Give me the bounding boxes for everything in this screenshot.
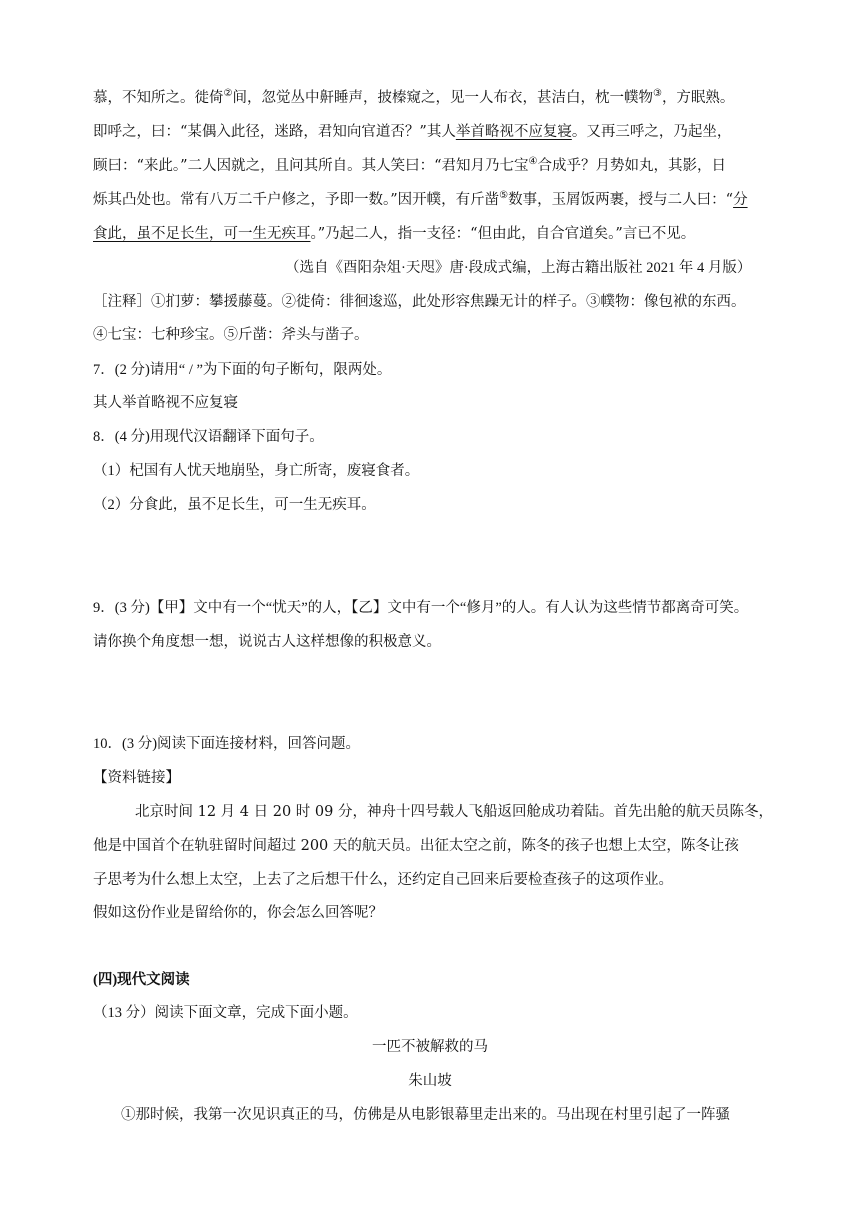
underlined-phrase: 食此，虽不足长生，可一生无疾耳 (93, 226, 311, 242)
resource-paragraph: 他是中国首个在轨驻留时间超过 200 天的航天员。出征太空之前，陈冬的孩子也想上太空，陈冬让孩 (93, 838, 739, 854)
notes-line: ④七宝：七种珍宝。⑤斤凿：斧头与凿子。 (93, 327, 369, 343)
resource-paragraph: 北京时间 12 月 4 日 20 时 09 分，神舟十四号载人飞船返回舱成功着陆。首先出舱的航天员陈冬， (135, 804, 773, 820)
article-author: 朱山坡 (408, 1073, 452, 1089)
passage-line: 食此，虽不足长生，可一生无疾耳。”乃起二人，指一支径：“但由此，自合官道矣。”言已不见。 (93, 226, 696, 242)
passage-line: 顾曰：“来此。”二人因就之，且问其所自。其人笑曰：“君知月乃七宝④合成乎？月势如丸，其影，日 (93, 156, 726, 174)
question-9-line: 9．(3 分)【甲】文中有一个“忧天”的人，【乙】文中有一个“修月”的人。有人认为这些情节都离奇可笑。 (93, 600, 749, 616)
underlined-phrase: 举首略视不应复寝 (455, 124, 572, 140)
passage-line: 慕，不知所之。徙倚②间，忽觉丛中鼾睡声，披榛窥之，见一人布衣，甚洁白，枕一幞物③，方眠熟。 (93, 88, 735, 106)
question-8-item-1: （1）杞国有人忧天地崩坠，身亡所寄，废寝食者。 (93, 463, 420, 479)
underlined-phrase: 分 (733, 192, 748, 208)
question-8-title: 8．(4 分)用现代汉语翻译下面句子。 (93, 429, 324, 445)
question-7-sentence: 其人举首略视不应复寝 (93, 395, 238, 411)
passage-line: 烁其凸处也。常有八万二千户修之，予即一数。”因开幞，有斤凿⑤数事，玉屑饭两裹，授与二人曰：“分 (93, 190, 748, 208)
section-intro: （13 分）阅读下面文章，完成下面小题。 (93, 1005, 358, 1021)
question-10-title: 10．(3 分)阅读下面连接材料，回答问题。 (93, 736, 361, 752)
notes-line: ［注释］①扪萝：攀援藤蔓。②徙倚：徘徊逡巡，此处形容焦躁无计的样子。③幞物：像包袱的东西。 (93, 294, 746, 310)
question-8-item-2: （2）分食此，虽不足长生，可一生无疾耳。 (93, 497, 376, 513)
resource-paragraph: 子思考为什么想上太空，上去了之后想干什么，还约定自己回来后要检查孩子的这项作业。 (93, 872, 673, 888)
passage-source: （选自《酉阳杂俎·天咫》唐·段成式编，上海古籍出版社 2021 年 4 月版） (285, 260, 752, 276)
question-9-line: 请你换个角度想一想，说说古人这样想像的积极意义。 (93, 634, 441, 650)
article-title: 一匹不被解救的马 (372, 1039, 488, 1055)
question-10-ask: 假如这份作业是留给你的，你会怎么回答呢？ (93, 905, 383, 921)
resource-link-heading: 【资料链接】 (93, 770, 180, 786)
article-paragraph: ①那时候，我第一次见识真正的马，仿佛是从电影银幕里走出来的。马出现在村里引起了一阵骚 (121, 1107, 730, 1123)
passage-line: 即呼之，曰：“某偶入此径，迷路，君知向官道否？”其人举首略视不应复寝。又再三呼之，乃起坐， (93, 124, 732, 140)
section-heading: (四)现代文阅读 (93, 972, 190, 988)
question-7-title: 7．(2 分)请用“ / ”为下面的句子断句，限两处。 (93, 362, 392, 378)
